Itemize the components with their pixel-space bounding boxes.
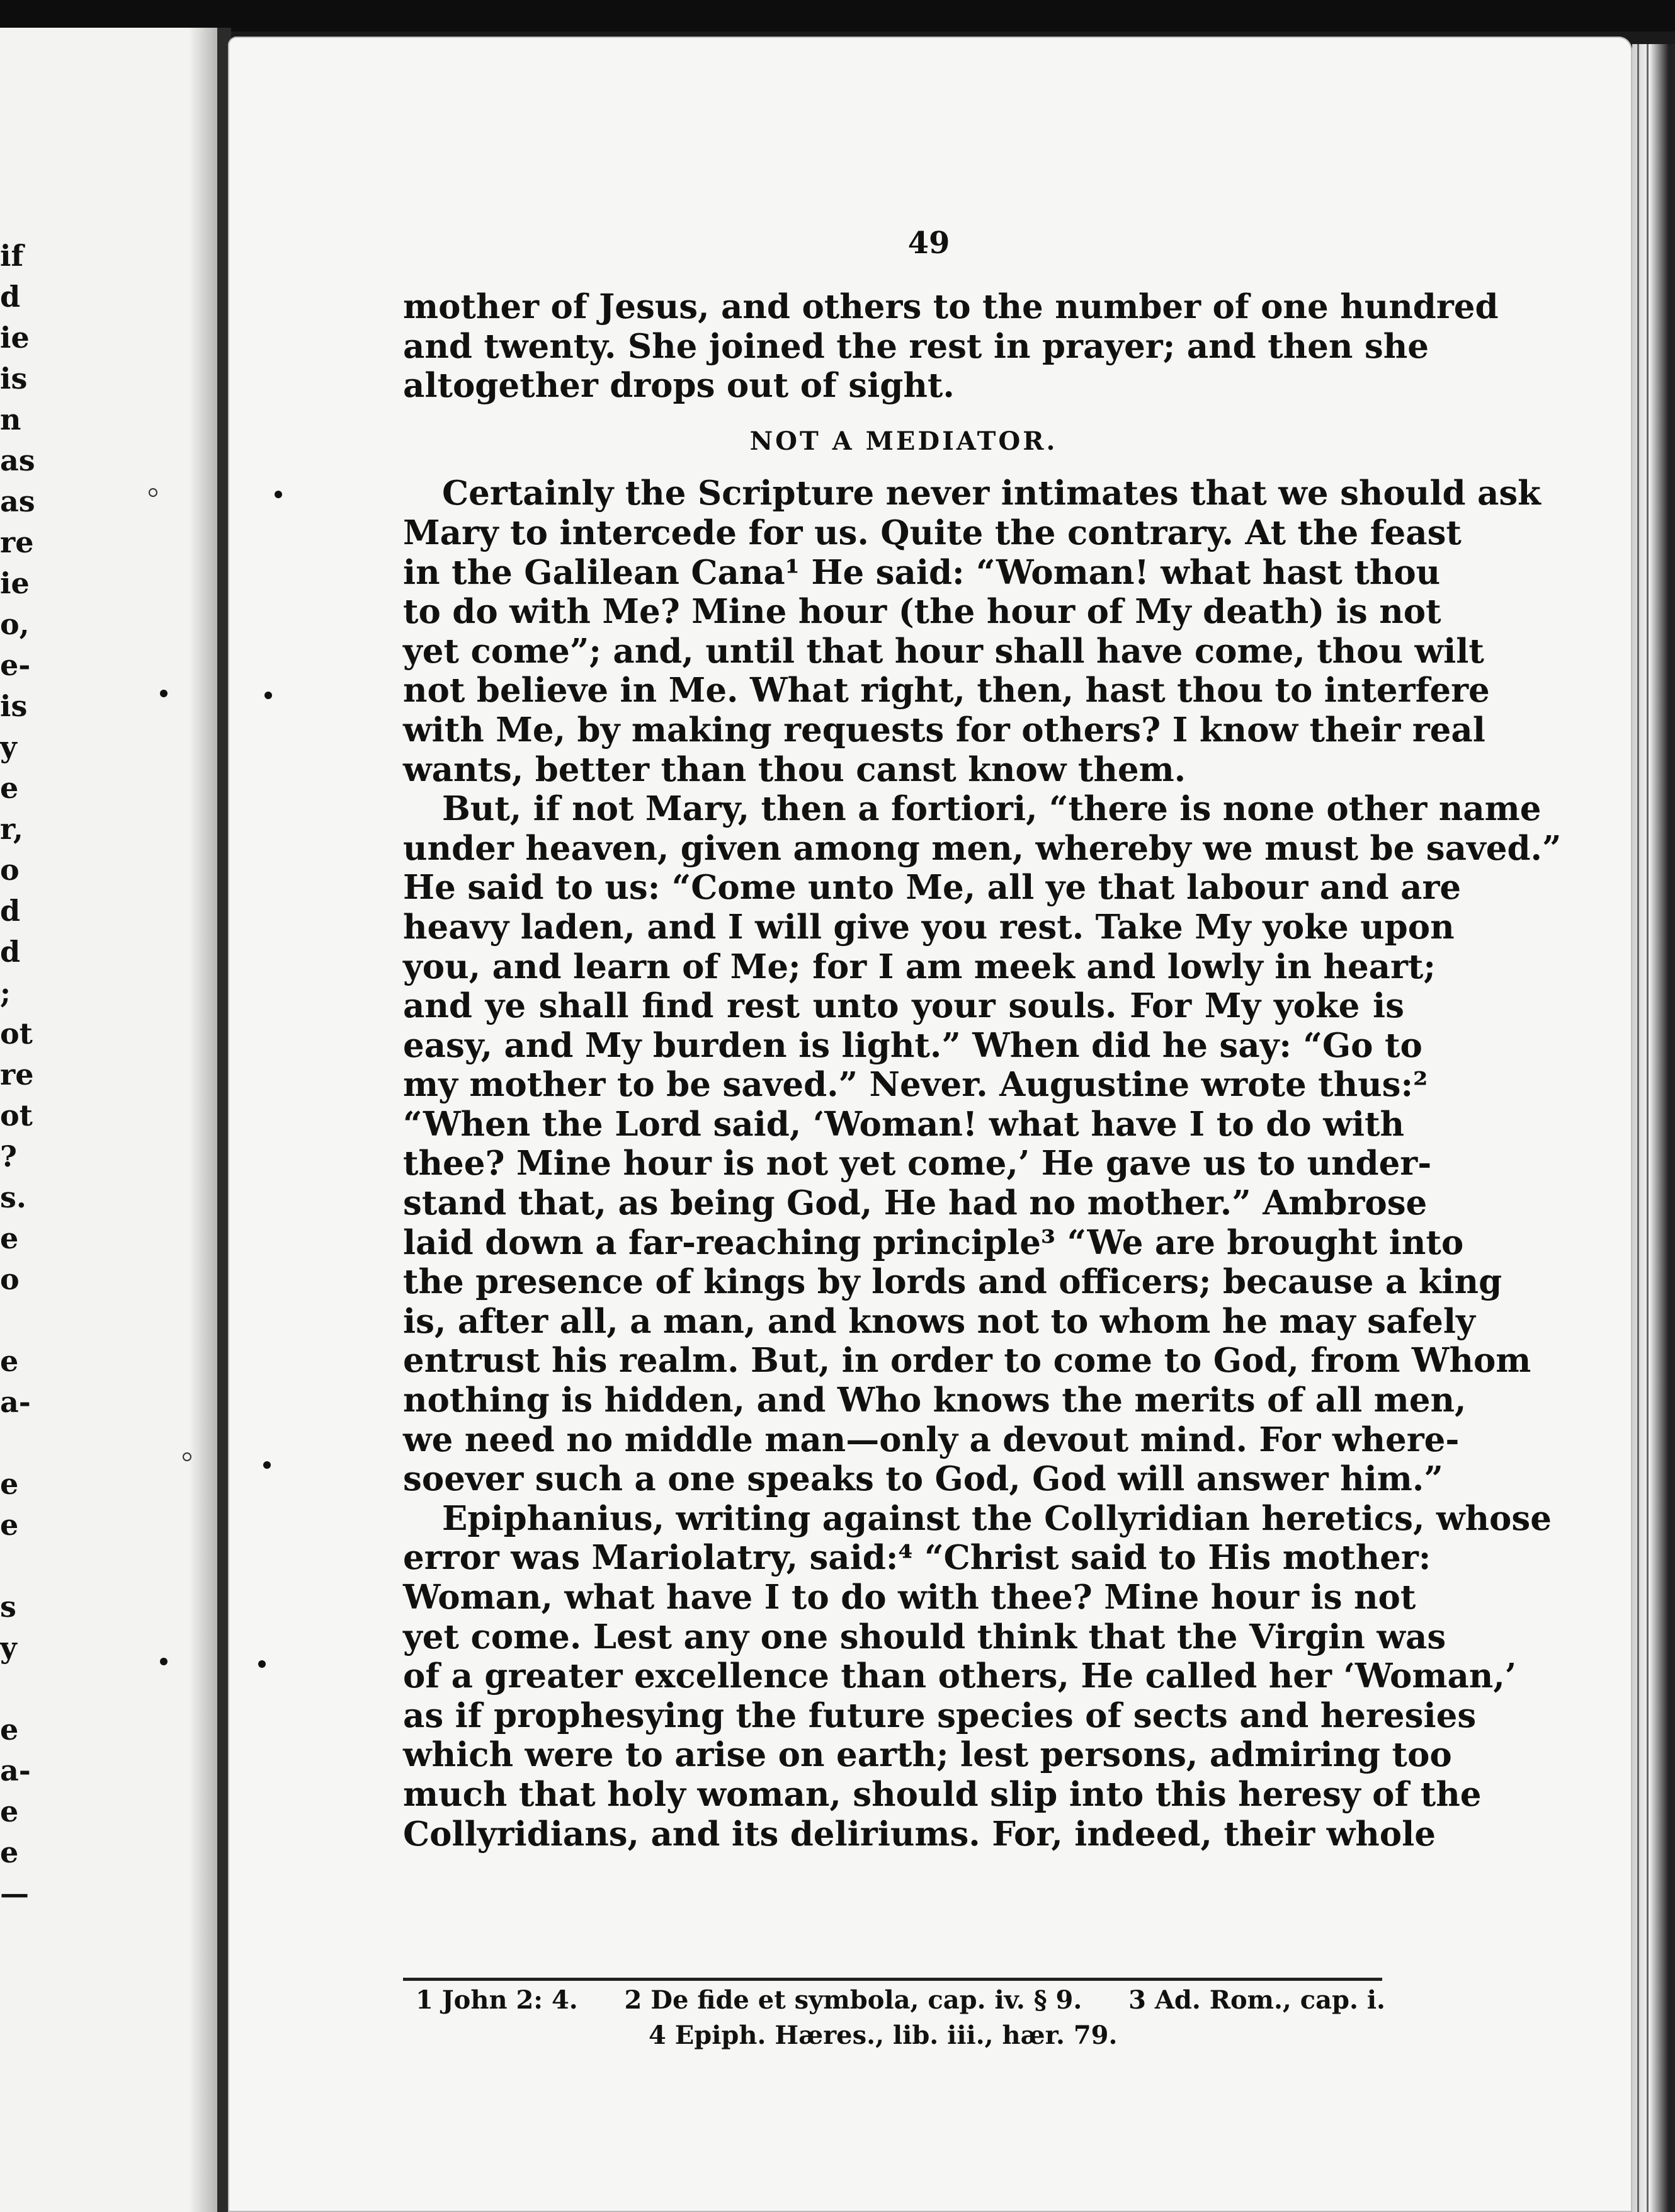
edge-fragment: e bbox=[0, 1713, 19, 1747]
edge-fragment: ie bbox=[0, 566, 30, 600]
edge-fragment: r, bbox=[0, 812, 23, 846]
edge-fragment: e bbox=[0, 1467, 19, 1501]
text-line: and twenty. She joined the rest in prayer; and then she bbox=[403, 326, 1429, 366]
edge-fragment: e- bbox=[0, 648, 31, 682]
edge-fragment: ? bbox=[0, 1139, 17, 1173]
text-line: soever such a one speaks to God, God will answer him.” bbox=[403, 1459, 1443, 1499]
paragraph-2 bbox=[403, 789, 1562, 1499]
edge-fragment: if bbox=[0, 239, 24, 273]
binding-mark bbox=[263, 1461, 271, 1469]
text-line: He said to us: “Come unto Me, all ye that labour and are bbox=[403, 868, 1462, 908]
text-line: and ye shall find rest unto your souls. For My yoke is bbox=[403, 986, 1404, 1026]
edge-fragment: e bbox=[0, 1835, 19, 1869]
edge-fragment: ot bbox=[0, 1017, 33, 1051]
binding-mark bbox=[149, 488, 157, 497]
binding-mark bbox=[160, 1658, 168, 1665]
edge-fragment: y bbox=[0, 730, 17, 764]
edge-fragment: d bbox=[0, 280, 21, 314]
text-line: you, and learn of Me; for I am meek and lowly in heart; bbox=[403, 947, 1436, 986]
edge-fragment: is bbox=[0, 689, 28, 723]
edge-fragment: o bbox=[0, 1262, 20, 1296]
text-line: yet come. Lest any one should think that the Virgin was bbox=[403, 1617, 1446, 1656]
text-line: we need no middle man—only a devout mind. For where- bbox=[403, 1420, 1460, 1459]
scan-top-border bbox=[0, 0, 1675, 31]
text-line: error was Mariolatry, said:⁴ “Christ said to His mother: bbox=[403, 1538, 1431, 1578]
edge-fragment: e bbox=[0, 1221, 19, 1255]
edge-fragment: e bbox=[0, 1794, 19, 1828]
edge-fragment: s. bbox=[0, 1180, 26, 1214]
edge-fragment: o bbox=[0, 853, 20, 887]
edge-fragment: s bbox=[0, 1590, 16, 1624]
edge-fragment: e bbox=[0, 1344, 19, 1378]
edge-fragment bbox=[0, 1546, 25, 1587]
opening-lines bbox=[403, 287, 1499, 406]
text-line: easy, and My burden is light.” When did he say: “Go to bbox=[403, 1025, 1422, 1065]
text-line: not believe in Me. What right, then, hast thou to interfere bbox=[403, 671, 1490, 710]
edge-fragment: n bbox=[0, 402, 21, 436]
edge-fragment: d bbox=[0, 935, 21, 969]
edge-fragment: re bbox=[0, 1058, 34, 1092]
text-line: as if prophesying the future species of sects and heresies bbox=[403, 1696, 1477, 1735]
edge-fragment bbox=[0, 1668, 25, 1709]
text-line: yet come”; and, until that hour shall have come, thou wilt bbox=[403, 631, 1484, 671]
binding-mark bbox=[160, 690, 168, 697]
edge-fragment: ; bbox=[0, 976, 11, 1010]
edge-fragment: e bbox=[0, 771, 19, 805]
text-line: Collyridians, and its deliriums. For, indeed, their whole bbox=[403, 1814, 1436, 1854]
footnote-1: 1 John 2: 4. bbox=[416, 1985, 578, 2015]
section-heading: NOT A MEDIATOR. bbox=[749, 426, 1058, 456]
text-line: entrust his realm. But, in order to come to God, from Whom bbox=[403, 1341, 1531, 1381]
text-line: Certainly the Scripture never intimates that we should ask bbox=[442, 474, 1541, 513]
text-line: under heaven, given among men, whereby we must be saved.” bbox=[403, 828, 1562, 868]
text-line: heavy laden, and I will give you rest. Take My yoke upon bbox=[403, 907, 1455, 947]
text-line: Epiphanius, writing against the Collyridian heretics, whose bbox=[442, 1498, 1552, 1538]
binding-mark bbox=[264, 692, 272, 699]
text-line: with Me, by making requests for others? I know their real bbox=[403, 710, 1485, 750]
text-line: altogether drops out of sight. bbox=[403, 366, 955, 406]
footnote-2: 2 De fide et symbola, cap. iv. § 9. bbox=[624, 1985, 1082, 2015]
text-line: in the Galilean Cana¹ He said: “Woman! what hast thou bbox=[403, 552, 1441, 592]
edge-fragment: re bbox=[0, 525, 34, 559]
edge-fragment: — bbox=[0, 1876, 29, 1910]
page-edge-line bbox=[1647, 44, 1649, 2212]
footnote-3: 3 Ad. Rom., cap. i. bbox=[1128, 1985, 1385, 2015]
edge-fragment: d bbox=[0, 894, 21, 928]
edge-fragment: a- bbox=[0, 1753, 31, 1787]
page-edge-line bbox=[1637, 44, 1639, 2212]
page-number: 49 bbox=[907, 225, 950, 261]
text-line: thee? Mine hour is not yet come,’ He gave us to under- bbox=[403, 1144, 1432, 1183]
edge-fragment: e bbox=[0, 1508, 19, 1542]
text-line: the presence of kings by lords and officers; because a king bbox=[403, 1262, 1502, 1302]
edge-fragment: as bbox=[0, 484, 35, 518]
footnote-4: 4 Epiph. Hæres., lib. iii., hær. 79. bbox=[649, 2021, 1118, 2050]
text-line: to do with Me? Mine hour (the hour of My death) is not bbox=[403, 592, 1441, 632]
text-line: which were to arise on earth; lest persons, admiring too bbox=[403, 1735, 1452, 1775]
text-line: is, after all, a man, and knows not to whom he may safely bbox=[403, 1301, 1475, 1341]
text-line: mother of Jesus, and others to the number of one hundred bbox=[403, 287, 1499, 326]
previous-page-edge-text bbox=[0, 236, 35, 1914]
text-line: But, if not Mary, then a fortiori, “there is none other name bbox=[442, 789, 1542, 829]
edge-fragment: is bbox=[0, 362, 28, 396]
page-curve-shadow bbox=[189, 28, 217, 2212]
text-line: Mary to intercede for us. Quite the contrary. At the feast bbox=[403, 513, 1462, 552]
text-line: nothing is hidden, and Who knows the merits of all men, bbox=[403, 1381, 1467, 1420]
text-line: Woman, what have I to do with thee? Mine hour is not bbox=[403, 1578, 1416, 1617]
text-line: of a greater excellence than others, He called her ‘Woman,’ bbox=[403, 1656, 1517, 1696]
text-line: stand that, as being God, He had no mother.” Ambrose bbox=[403, 1183, 1428, 1223]
paragraph-3 bbox=[403, 1498, 1552, 1854]
edge-fragment bbox=[0, 1300, 25, 1341]
text-line: laid down a far-reaching principle³ “We are brought into bbox=[403, 1223, 1464, 1262]
text-line: much that holy woman, should slip into this heresy of the bbox=[403, 1774, 1482, 1814]
footnotes bbox=[416, 1983, 1398, 2053]
edge-fragment: ie bbox=[0, 321, 30, 355]
text-line: wants, better than thou canst know them. bbox=[403, 750, 1186, 789]
edge-fragment: y bbox=[0, 1631, 17, 1665]
previous-page bbox=[0, 28, 220, 2212]
page-body bbox=[403, 227, 1562, 1854]
binding-mark bbox=[258, 1660, 266, 1668]
edge-fragment bbox=[0, 1423, 25, 1464]
text-line: my mother to be saved.” Never. Augustine wrote thus:² bbox=[403, 1065, 1428, 1105]
edge-fragment: a- bbox=[0, 1385, 31, 1419]
binding-mark bbox=[183, 1452, 191, 1461]
footnote-rule bbox=[403, 1978, 1382, 1981]
edge-fragment: as bbox=[0, 443, 35, 477]
paragraph-1 bbox=[403, 474, 1541, 789]
edge-fragment: ot bbox=[0, 1098, 33, 1132]
binding-mark bbox=[275, 491, 282, 498]
edge-fragment: o, bbox=[0, 607, 30, 641]
text-line: “When the Lord said, ‘Woman! what have I to do with bbox=[403, 1104, 1404, 1144]
